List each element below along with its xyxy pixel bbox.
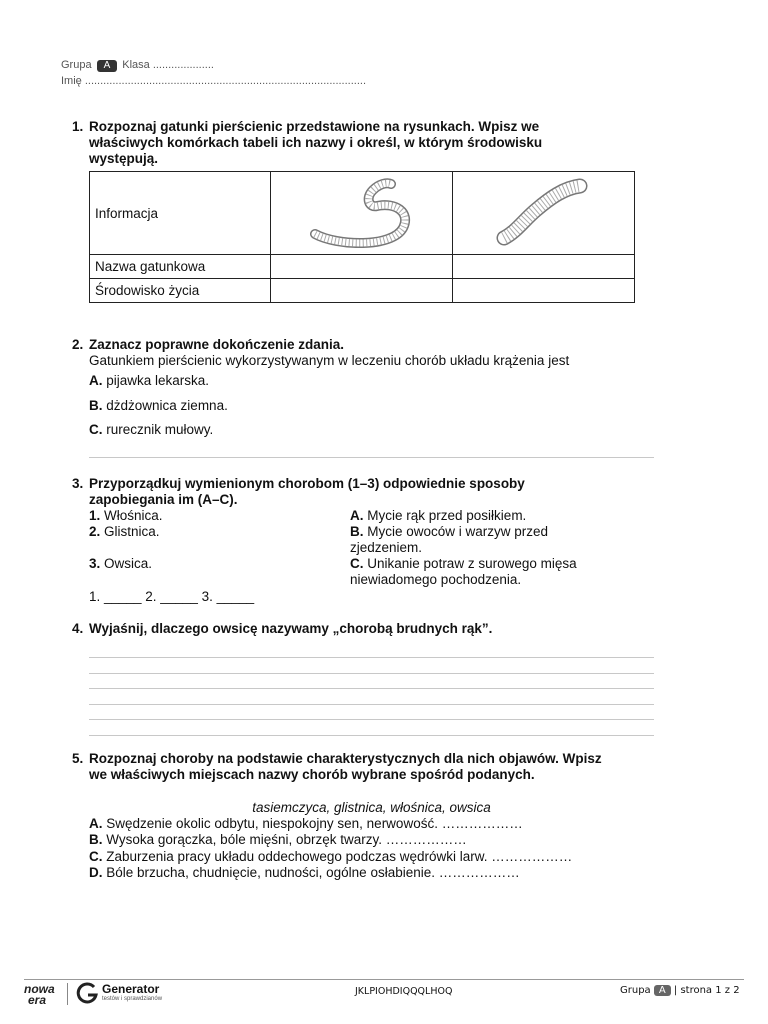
- separator: [89, 457, 654, 458]
- footer-group-badge: A: [654, 985, 671, 996]
- question-text: Przyporządkuj wymienionym chorobom (1–3) odpowiednie sposoby zapobiegania im (A–C).: [89, 476, 525, 507]
- question-title: Zaznacz poprawne dokończenie zdania.: [89, 337, 345, 352]
- answer-writing-line[interactable]: [89, 735, 654, 736]
- logo-divider: [67, 983, 68, 1005]
- option-b[interactable]: B. dżdżownica ziemna.: [89, 398, 228, 413]
- generator-g-icon: [76, 981, 100, 1005]
- question-number: 3.: [72, 476, 84, 491]
- table-cell-name: Nazwa gatunkowa: [90, 255, 271, 279]
- earthworm-drawing: [307, 176, 417, 248]
- question-number: 5.: [72, 751, 84, 766]
- earthworm-image: [271, 172, 453, 255]
- method-c: C. Unikanie potraw z surowego mięsa niewiadomego pochodzenia.: [350, 556, 577, 587]
- method-a: A. Mycie rąk przed posiłkiem.: [350, 508, 527, 523]
- answer-writing-line[interactable]: [89, 657, 654, 658]
- answer-writing-line[interactable]: [89, 688, 654, 689]
- question-text: Wyjaśnij, dlaczego owsicę nazywamy „chorobą brudnych rąk”.: [89, 621, 493, 636]
- disease-1: 1. Włośnica.: [89, 508, 163, 523]
- method-b: B. Mycie owoców i warzyw przed zjedzeniem.: [350, 524, 549, 555]
- symptom-d[interactable]: D. Bóle brzucha, chudnięcie, nudności, ogólne osłabienie. ………………: [89, 865, 520, 880]
- question-1: [72, 119, 609, 167]
- question-2-sentence: Gatunkiem pierścienic wykorzystywanym w leczeniu chorób układu krążenia jest: [89, 353, 570, 368]
- document-code: JKLPIOHDIQQQLHOQ: [355, 986, 453, 997]
- question-number: 1.: [72, 119, 84, 134]
- answer-writing-line[interactable]: [89, 719, 654, 720]
- disease-2: 2. Glistnica.: [89, 524, 160, 539]
- question-4: [72, 621, 493, 637]
- question-number: 4.: [72, 621, 84, 636]
- answer-cell[interactable]: [453, 255, 635, 279]
- symptom-b[interactable]: B. Wysoka gorączka, bóle mięśni, obrzęk twarzy. ………………: [89, 832, 467, 847]
- group-row: [61, 59, 214, 72]
- group-label: Grupa: [61, 59, 92, 71]
- question-5: [72, 751, 609, 783]
- answer-line[interactable]: 1. _____ 2. _____ 3. _____: [89, 589, 255, 604]
- question-2: [72, 337, 345, 353]
- table-cell-environment: Środowisko życia: [90, 279, 271, 303]
- table-cell-info: Informacja: [90, 172, 271, 255]
- leech-image: [453, 172, 635, 255]
- question-3: [72, 476, 609, 508]
- answer-writing-line[interactable]: [89, 673, 654, 674]
- page-info: Grupa A | strona 1 z 2: [620, 985, 740, 996]
- question-text: Rozpoznaj gatunki pierścienic przedstawione na rysunkach. Wpisz we właściwych komórkach tabeli ich nazwy i określ, w którym środowisku występują.: [89, 119, 543, 166]
- leech-drawing: [494, 176, 594, 248]
- choices: tasiemczyca, glistnica, włośnica, owsica: [252, 800, 491, 815]
- question-number: 2.: [72, 337, 84, 352]
- disease-3: 3. Owsica.: [89, 556, 153, 571]
- question-text: Rozpoznaj choroby na podstawie charakterystycznych dla nich objawów. Wpisz we właściwych miejscach nazwy chorób wybrane spośród podanych.: [89, 751, 602, 782]
- name-row: Imię ............................................................................................: [61, 75, 367, 87]
- option-a[interactable]: A. pijawka lekarska.: [89, 373, 210, 388]
- species-table: [89, 171, 635, 303]
- footer-divider: [24, 979, 744, 980]
- answer-cell[interactable]: [271, 255, 453, 279]
- answer-writing-line[interactable]: [89, 704, 654, 705]
- answer-cell[interactable]: [271, 279, 453, 303]
- option-c[interactable]: C. rurecznik mułowy.: [89, 422, 214, 437]
- answer-cell[interactable]: [453, 279, 635, 303]
- nowa-era-logo: nowa era: [24, 982, 55, 1007]
- symptom-a[interactable]: A. Swędzenie okolic odbytu, niespokojny sen, nerwowość. ………………: [89, 816, 523, 831]
- symptom-c[interactable]: C. Zaburzenia pracy układu oddechowego podczas wędrówki larw. ………………: [89, 849, 573, 864]
- class-label: Klasa ....................: [122, 59, 214, 71]
- group-badge: A: [97, 60, 118, 72]
